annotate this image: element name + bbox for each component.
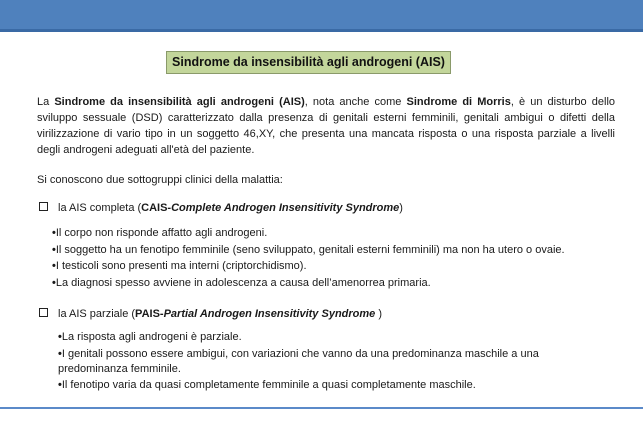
paragraph-bold-term: Sindrome di Morris [406,96,511,108]
group-prefix: la AIS completa ( [58,202,142,214]
paragraph-bold-term: Sindrome da insensibilità agli androgeni (AIS) [54,96,305,108]
list-item: •I genitali possono essere ambigui, con variazioni che vanno da una predominanza maschile a una predominanza femminile. [58,347,539,375]
list-item: •Il fenotipo varia da quasi completamente femminile a quasi completamente maschile. [58,379,476,391]
group-suffix: ) [375,308,383,320]
slide-title: Sindrome da insensibilità agli androgeni (AIS) [166,51,451,74]
footer-divider [0,407,643,409]
checkbox-bullet-icon [39,202,48,211]
intro-paragraph [37,94,615,158]
checkbox-bullet-icon [39,308,48,317]
group-heading-cais [39,200,403,216]
list-item: •La diagnosi spesso avviene in adolescenza a causa dell’amenorrea primaria. [52,276,431,289]
paragraph-text: La [37,96,55,108]
group-fullname: Complete Androgen Insensitivity Syndrome [171,202,400,214]
subgroups-intro: Si conoscono due sottogruppi clinici della malattia: [37,174,283,186]
group-heading-pais [39,306,382,322]
group-acronym: PAIS- [135,308,164,320]
header-bar [0,0,643,32]
list-item: •Il corpo non risponde affatto agli androgeni. [52,227,268,239]
group-suffix: ) [399,202,403,214]
cais-list [52,226,622,292]
paragraph-text: , nota anche come [304,96,407,108]
pais-list [58,330,578,395]
paragraph-text: , è un disturbo dello sviluppo sessuale (DSD) caratterizzato dalla presenza di genitali esterni femminili, genitali ambigui o difetti della virilizzazione di vario tipo in un soggetto 46,XY, che presenta una mancata risposta o una risposta parziale a livelli degli androgeni adeguati all'età del paziente. [37,96,616,156]
group-acronym: CAIS- [141,202,172,214]
list-item: •La risposta agli androgeni è parziale. [58,331,242,343]
list-item: •I testicoli sono presenti ma interni (criptorchidismo). [52,260,307,272]
group-prefix: la AIS parziale ( [58,308,136,320]
group-fullname: Partial Androgen Insensitivity Syndrome [163,308,376,320]
list-item: •Il soggetto ha un fenotipo femminile (seno sviluppato, genitali esterni femminili) ma non ha utero o ovaie. [52,243,565,256]
